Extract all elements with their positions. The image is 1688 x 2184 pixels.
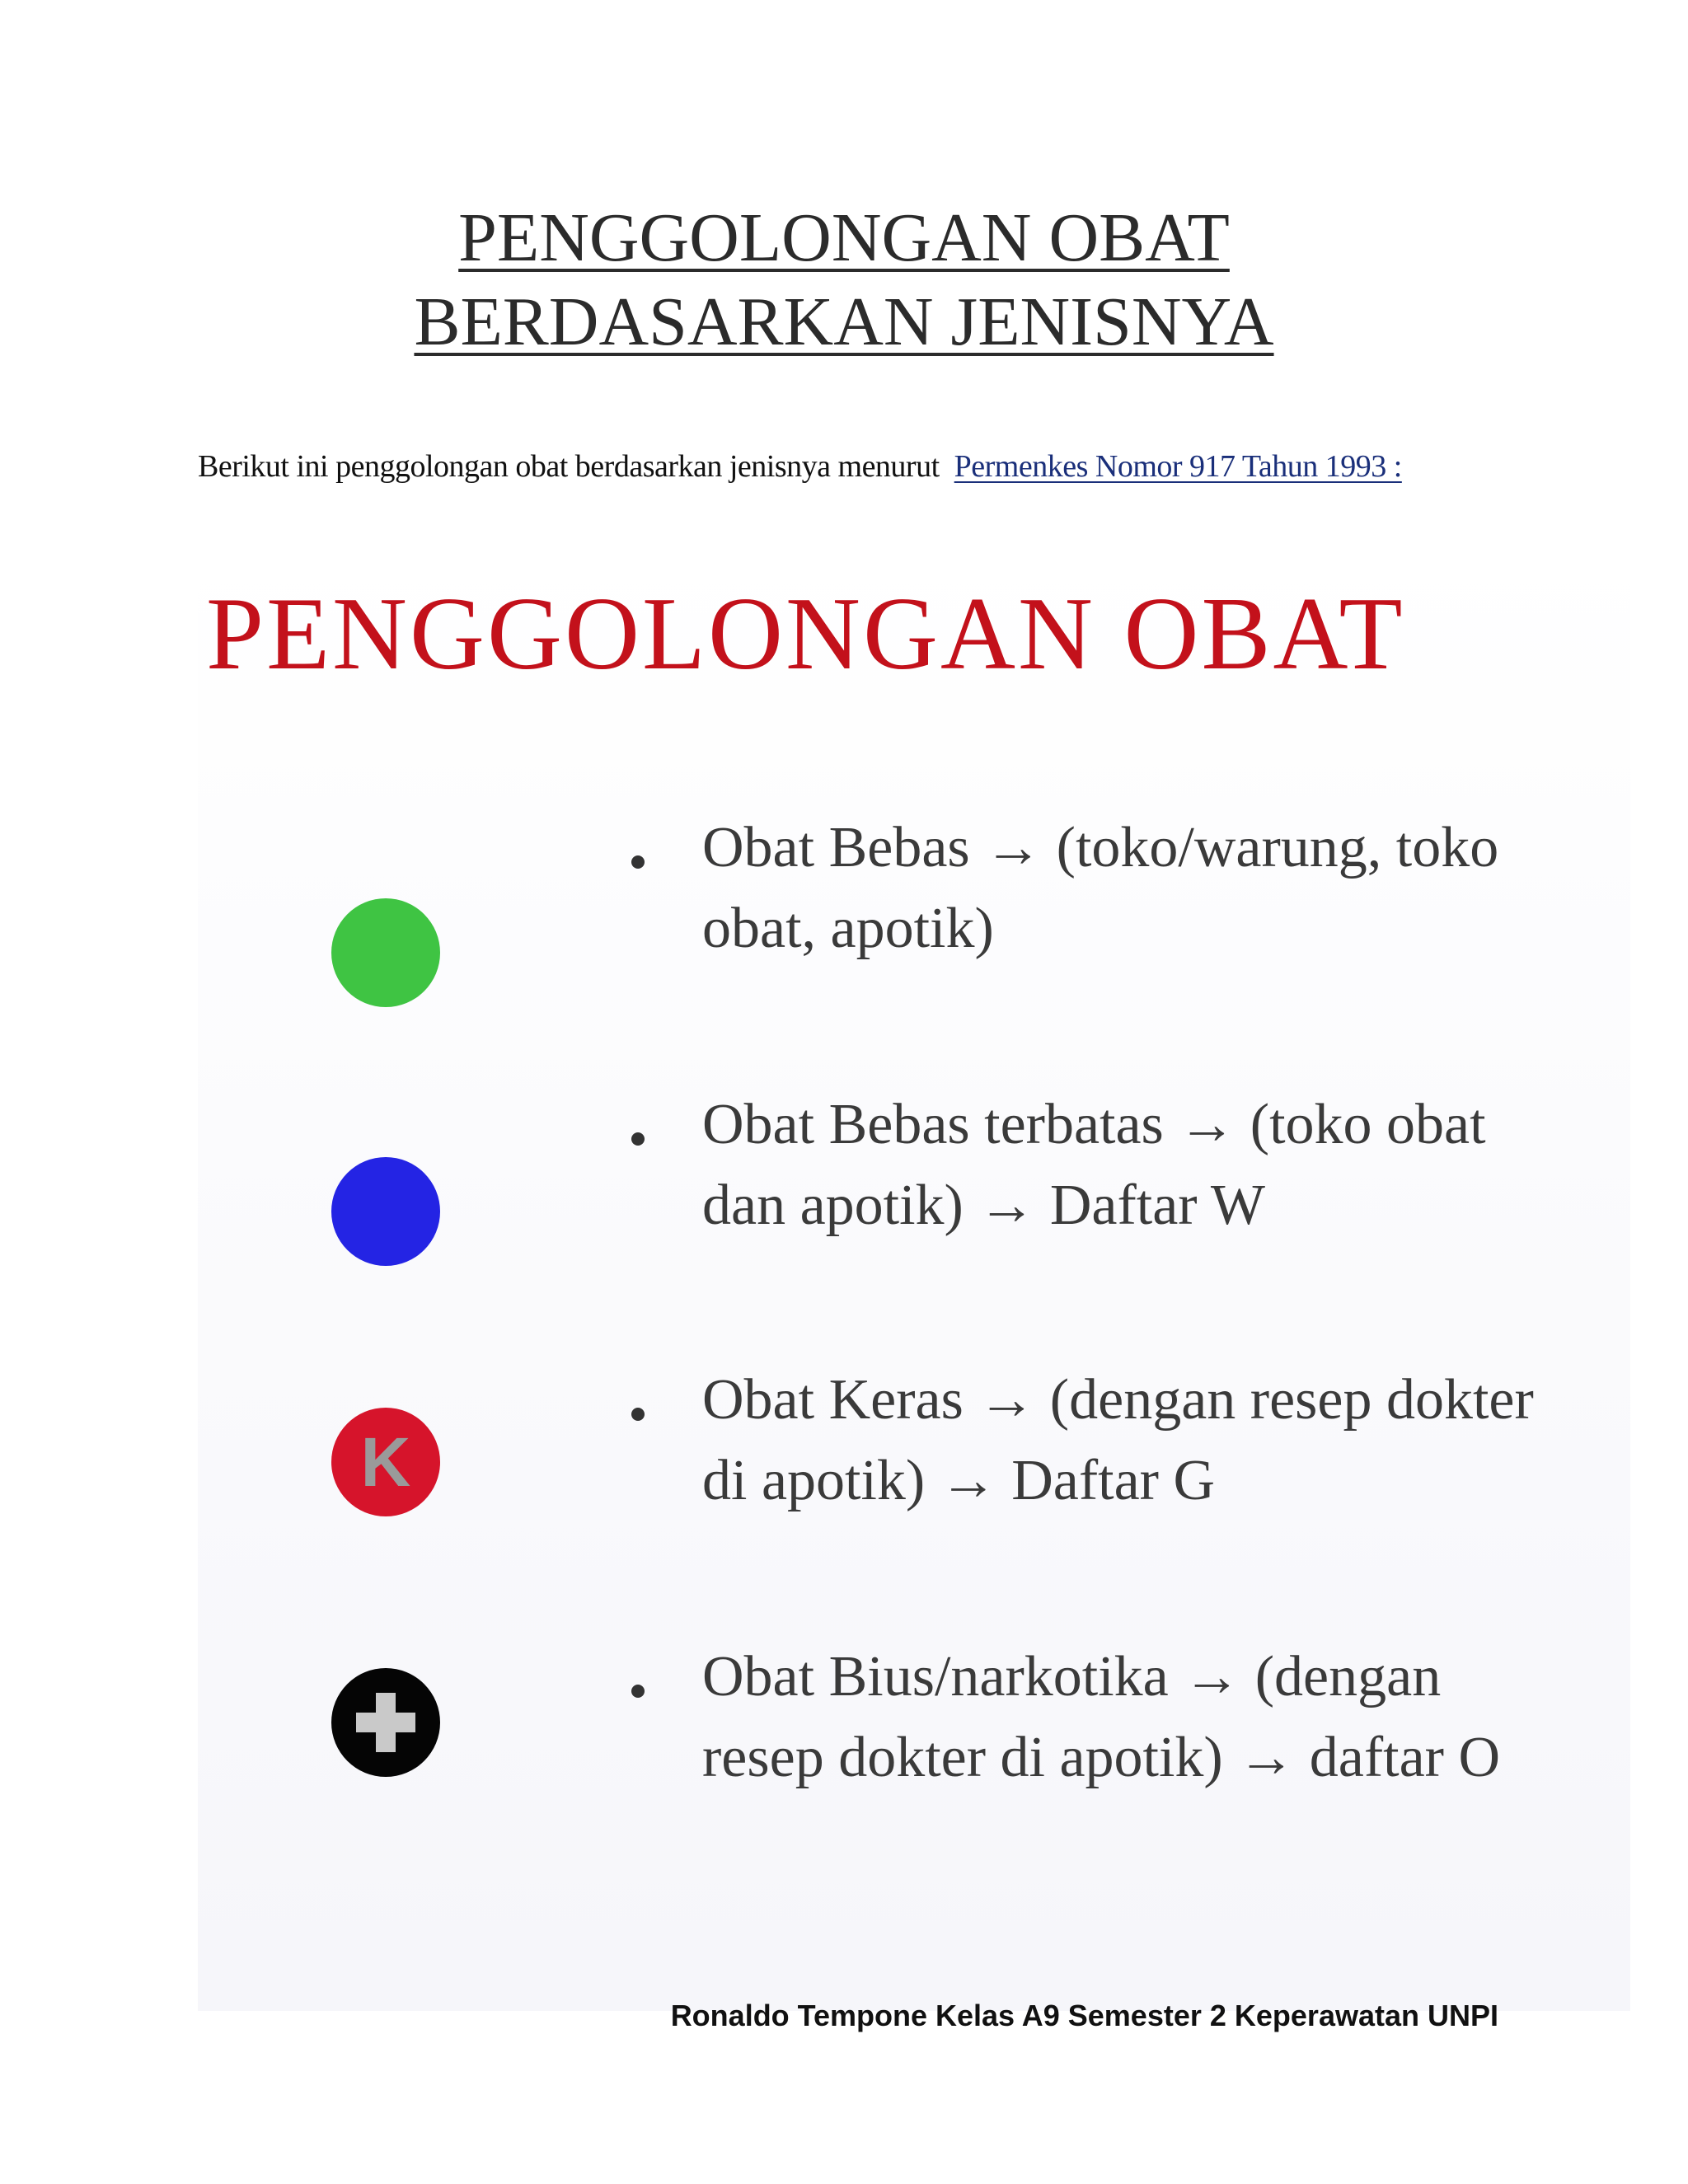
blue-circle-icon [331, 1157, 440, 1266]
title-line-2: BERDASARKAN JENISNYA [414, 284, 1274, 360]
footer-author: Ronaldo Tempone Kelas A9 Semester 2 Keperawatan UNPI [670, 1999, 1498, 2032]
list-item-obat-bebas [198, 808, 1630, 1022]
bullet-icon [631, 855, 645, 869]
intro-paragraph [198, 447, 1402, 486]
classification-figure [198, 544, 1630, 2011]
list-item-obat-keras [198, 1360, 1630, 1574]
green-circle-icon [331, 898, 440, 1007]
intro-text: Berikut ini penggolongan obat berdasarkan jenisnya menurut [198, 449, 940, 484]
item-line-2: obat, apotik) [702, 897, 994, 960]
item-line-2: di apotik) → Daftar G [702, 1449, 1216, 1512]
item-line-1: Obat Keras → (dengan resep dokter [702, 1368, 1534, 1432]
item-text [702, 1085, 1625, 1246]
item-line-1: Obat Bebas terbatas → (toko obat [702, 1093, 1486, 1156]
list-item-obat-bebas-terbatas [198, 1085, 1630, 1299]
permenkes-link[interactable]: Permenkes Nomor 917 Tahun 1993 : [954, 449, 1402, 484]
cross-horizontal-bar [356, 1713, 415, 1732]
bullet-icon [631, 1408, 645, 1421]
item-text [702, 1360, 1625, 1521]
item-text [702, 808, 1625, 969]
item-line-1: Obat Bius/narkotika → (dengan [702, 1645, 1442, 1708]
item-line-1: Obat Bebas → (toko/warung, toko [702, 816, 1499, 879]
k-mark: K [360, 1423, 411, 1501]
list-item-obat-bius [198, 1637, 1630, 1851]
item-line-2: dan apotik) → Daftar W [702, 1174, 1265, 1237]
item-line-2: resep dokter di apotik) → daftar O [702, 1726, 1501, 1789]
bullet-icon [631, 1685, 645, 1698]
figure-title: PENGGOLONGAN OBAT [206, 577, 1405, 691]
bullet-icon [631, 1132, 645, 1146]
title-line-1: PENGGOLONGAN OBAT [458, 199, 1230, 276]
item-text [702, 1637, 1625, 1798]
page-title [0, 196, 1688, 364]
black-cross-circle-icon [331, 1668, 440, 1777]
red-k-circle-icon [331, 1408, 440, 1516]
